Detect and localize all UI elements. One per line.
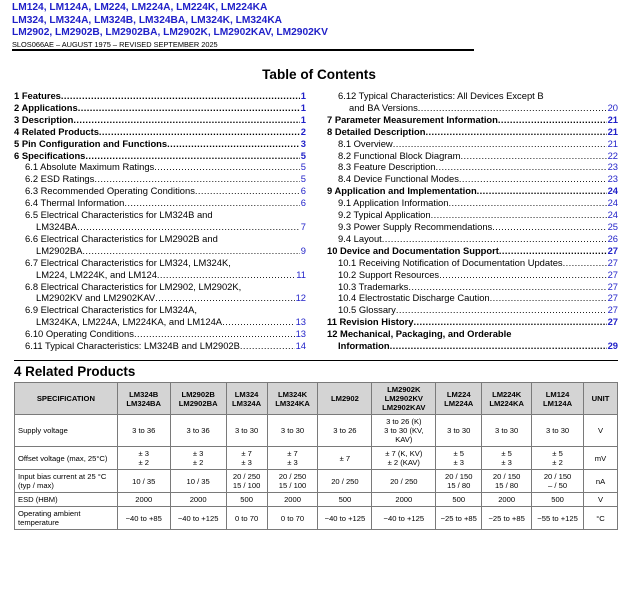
toc-entry[interactable]: [327, 173, 618, 185]
toc-leader: [73, 114, 299, 126]
toc-page-link[interactable]: 24: [607, 209, 618, 221]
toc-page-link[interactable]: 6: [300, 185, 306, 197]
table-cell: 2000: [117, 493, 170, 507]
table-cell: 0 to 70: [267, 507, 318, 530]
column-header: LM2902B LM2902BA: [170, 383, 226, 415]
toc-entry[interactable]: [14, 90, 306, 102]
toc-entry-text: 3 Description: [14, 113, 74, 125]
toc-page-link[interactable]: 3: [300, 137, 306, 149]
toc-leader: [460, 150, 606, 162]
toc-entry-text: 2 Applications: [14, 101, 78, 113]
toc-entry-text: 8.2 Functional Block Diagram: [338, 149, 461, 161]
toc-entry-text: 5 Pin Configuration and Functions: [14, 137, 168, 149]
toc-entry[interactable]: [327, 126, 618, 138]
table-cell: ± 5 ± 3: [436, 447, 482, 470]
header-rule: [12, 49, 474, 51]
table-row: [15, 507, 618, 530]
part-number-list: [12, 2, 482, 40]
toc-leader: [157, 269, 295, 281]
toc-entry-text: 10.5 Glossary: [338, 304, 396, 316]
toc-leader: [439, 269, 606, 281]
table-cell: 500: [532, 493, 584, 507]
toc-leader: [134, 328, 295, 340]
toc-entry-text: 8.3 Feature Description: [338, 161, 436, 173]
toc-entry-text: and BA Versions: [349, 101, 418, 113]
table-cell: 20 / 250: [318, 470, 372, 493]
toc-entry[interactable]: [327, 138, 618, 150]
toc-entry[interactable]: [327, 209, 618, 221]
toc-left-column: [14, 90, 306, 352]
column-header: SPECIFICATION: [15, 383, 118, 415]
table-cell: ± 7 ± 3: [226, 447, 267, 470]
toc-entry-first-line[interactable]: 6.12 Typical Characteristics: All Devices Except B: [338, 90, 544, 101]
toc-leader: [408, 281, 606, 293]
toc-page-link[interactable]: 11: [296, 268, 306, 280]
section-divider: [14, 360, 618, 361]
column-header: LM224 LM224A: [436, 383, 482, 415]
toc-entry[interactable]: [14, 269, 306, 281]
toc-entry[interactable]: [14, 185, 306, 197]
toc-entry[interactable]: [327, 281, 618, 293]
column-header: LM224K LM224KA: [482, 383, 532, 415]
toc-entry-text: 4 Related Products: [14, 125, 99, 137]
table-cell: 3 to 30: [436, 415, 482, 447]
toc-entry[interactable]: [327, 316, 618, 328]
toc-entry-text: 9.1 Application Information: [338, 197, 449, 209]
table-cell: 3 to 36: [170, 415, 226, 447]
toc-entry-text: 9.4 Layout: [338, 232, 382, 244]
table-cell: −25 to +85: [482, 507, 532, 530]
toc-entry-first-line[interactable]: 6.8 Electrical Characteristics for LM2902, LM2902K,: [25, 280, 242, 292]
toc-entry[interactable]: [14, 138, 306, 150]
table-cell: 3 to 36: [117, 415, 170, 447]
toc-entry-first-line[interactable]: 12 Mechanical, Packaging, and Orderable: [327, 328, 512, 340]
table-cell: −40 to +125: [372, 507, 436, 530]
table-cell: 10 / 35: [170, 470, 226, 493]
toc-entry-text: 6.11 Typical Characteristics: LM324B and LM2902B: [25, 340, 240, 352]
toc-entry-text: 1 Features: [14, 90, 61, 101]
toc-entry[interactable]: [14, 173, 306, 185]
toc-entry-text: 6.10 Operating Conditions: [25, 328, 134, 340]
table-row: [15, 415, 618, 447]
toc-entry[interactable]: [14, 102, 306, 114]
table-cell: 10 / 35: [117, 470, 170, 493]
toc-page-link[interactable]: 27: [607, 292, 618, 304]
toc-entry[interactable]: [327, 340, 618, 352]
toc-page-link[interactable]: 26: [607, 232, 618, 244]
toc-entry[interactable]: [327, 292, 618, 304]
toc-leader: [154, 161, 300, 173]
table-cell: 20 / 250: [372, 470, 436, 493]
toc-page-link[interactable]: 22: [607, 149, 618, 161]
table-cell: 2000: [267, 493, 318, 507]
toc-entry[interactable]: [14, 316, 306, 328]
toc-leader: [85, 150, 299, 162]
table-cell: 3 to 30: [267, 415, 318, 447]
toc-entry-text: 8.4 Device Functional Modes: [338, 173, 459, 185]
table-cell: 3 to 26: [318, 415, 372, 447]
toc-leader: [167, 138, 300, 150]
toc-page-link[interactable]: 20: [607, 101, 618, 113]
toc-entry[interactable]: [14, 221, 306, 233]
table-cell: −40 to +85: [117, 507, 170, 530]
column-header: LM124 LM124A: [532, 383, 584, 415]
toc-leader: [99, 126, 300, 138]
toc-page-link[interactable]: 25: [607, 220, 618, 232]
toc-entry-text: 9.3 Power Supply Recommendations: [338, 220, 493, 232]
toc-page-link[interactable]: 23: [607, 161, 618, 173]
toc-entry-text: LM2902BA: [36, 244, 83, 256]
toc-entry[interactable]: [14, 150, 306, 162]
table-cell: 20 / 150 15 / 80: [482, 470, 532, 493]
row-label: ESD (HBM): [15, 493, 118, 507]
table-cell: ± 5 ± 2: [532, 447, 584, 470]
toc-leader: [499, 245, 607, 257]
table-header-row: [15, 383, 618, 415]
table-cell: V: [584, 493, 618, 507]
toc-page-link[interactable]: 13: [295, 328, 306, 340]
toc-leader: [498, 114, 607, 126]
table-cell: 500: [318, 493, 372, 507]
toc-page-link[interactable]: 13: [295, 316, 306, 328]
column-header: LM324B LM324BA: [117, 383, 170, 415]
toc-entry-first-line[interactable]: 6.9 Electrical Characteristics for LM324A,: [25, 304, 197, 316]
column-header: LM2902K LM2902KV LM2902KAV: [372, 383, 436, 415]
toc-entry-text: LM324KA, LM224A, LM224KA, and LM124A: [36, 316, 223, 328]
table-cell: mV: [584, 447, 618, 470]
part-number-line: LM324, LM324A, LM324B, LM324BA, LM324K, LM324KA: [12, 14, 283, 26]
toc-page-link[interactable]: 24: [607, 185, 618, 197]
toc-entry-text: LM324BA: [36, 220, 78, 232]
toc-entry-text: 6.1 Absolute Maximum Ratings: [25, 161, 155, 173]
toc-page-link[interactable]: 12: [295, 292, 306, 304]
toc-entry[interactable]: [327, 185, 618, 197]
column-header: LM324 LM324A: [226, 383, 267, 415]
table-cell: 20 / 250 15 / 100: [226, 470, 267, 493]
part-number-line: LM2902, LM2902B, LM2902BA, LM2902K, LM2902KAV, LM2902KV: [12, 27, 328, 38]
toc-page-link[interactable]: 24: [607, 197, 618, 209]
toc-page-link[interactable]: 21: [607, 137, 618, 149]
row-label: Supply voltage: [15, 415, 118, 447]
toc-leader: [61, 90, 300, 102]
table-cell: 20 / 150 – / 50: [532, 470, 584, 493]
toc-leader: [240, 340, 295, 352]
toc-entry-text: 10.4 Electrostatic Discharge Caution: [338, 292, 490, 304]
table-cell: ± 5 ± 3: [482, 447, 532, 470]
table-cell: °C: [584, 507, 618, 530]
toc-page-link[interactable]: 27: [607, 316, 618, 328]
toc-leader: [396, 304, 607, 316]
table-cell: ± 3 ± 2: [117, 447, 170, 470]
toc-page-link[interactable]: 1: [300, 90, 306, 101]
table-cell: −40 to +125: [170, 507, 226, 530]
toc-leader: [77, 221, 300, 233]
toc-entry-text: 9.2 Typical Application: [338, 209, 431, 221]
toc-leader: [195, 185, 300, 197]
toc-entry[interactable]: [327, 102, 618, 114]
toc-entry-text: 9 Application and Implementation: [327, 185, 477, 197]
column-header: UNIT: [584, 383, 618, 415]
toc-leader: [477, 185, 607, 197]
toc-entry[interactable]: [14, 197, 306, 209]
table-body: [15, 415, 618, 530]
toc-page-link[interactable]: 5: [300, 173, 306, 185]
related-products-heading: 4 Related Products: [14, 364, 136, 379]
toc-entry[interactable]: [14, 114, 306, 126]
toc-right-column: [327, 90, 618, 352]
toc-page-link[interactable]: 27: [607, 280, 618, 292]
toc-page-link[interactable]: 21: [607, 125, 618, 137]
toc-leader: [418, 102, 607, 114]
document-header: [12, 2, 482, 50]
toc-entry-text: 10.2 Support Resources: [338, 268, 440, 280]
table-cell: −55 to +125: [532, 507, 584, 530]
table-cell: ± 7: [318, 447, 372, 470]
toc-entry-text: 6.2 ESD Ratings: [25, 173, 95, 185]
table-cell: 2000: [482, 493, 532, 507]
toc-leader: [124, 197, 299, 209]
toc-leader: [563, 257, 607, 269]
toc-entry[interactable]: [327, 197, 618, 209]
toc-leader: [82, 245, 299, 257]
column-header: LM2902: [318, 383, 372, 415]
toc-entry-text: 10 Device and Documentation Support: [327, 244, 499, 256]
toc-entry-first-line[interactable]: 6.5 Electrical Characteristics for LM324B and: [25, 209, 213, 221]
toc-entry-text: 8.1 Overview: [338, 137, 393, 149]
table-cell: 3 to 30: [226, 415, 267, 447]
toc-entry[interactable]: [327, 161, 618, 173]
table-cell: 500: [436, 493, 482, 507]
toc-leader: [435, 161, 606, 173]
toc-entry-first-line[interactable]: 6.6 Electrical Characteristics for LM2902B and: [25, 232, 218, 244]
toc-entry[interactable]: [327, 114, 618, 126]
row-label: Operating ambient temperature: [15, 507, 118, 530]
toc-entry-text: 6.4 Thermal Information: [25, 197, 125, 209]
document-id: SLOS066AE – AUGUST 1975 – REVISED SEPTEMBER 2025: [12, 39, 218, 49]
toc-entry[interactable]: [14, 328, 306, 340]
toc-leader: [382, 233, 607, 245]
toc-page-link[interactable]: 14: [295, 340, 306, 352]
table-cell: −40 to +125: [318, 507, 372, 530]
table-row: [15, 493, 618, 507]
toc-leader: [155, 292, 294, 304]
table-cell: ± 7 (K, KV) ± 2 (KAV): [372, 447, 436, 470]
toc-entry[interactable]: [327, 304, 618, 316]
toc-entry-first-line[interactable]: 6.7 Electrical Characteristics for LM324, LM324K,: [25, 256, 231, 268]
toc-page-link[interactable]: 27: [607, 268, 618, 280]
row-label: Offset voltage (max, 25°C): [15, 447, 118, 470]
table-cell: 20 / 150 15 / 80: [436, 470, 482, 493]
table-cell: nA: [584, 470, 618, 493]
toc-entry[interactable]: [14, 245, 306, 257]
toc-page-link[interactable]: 6: [300, 197, 306, 209]
toc-entry-text: LM2902KV and LM2902KAV: [36, 292, 156, 304]
toc-page-link[interactable]: 27: [607, 304, 618, 316]
toc-leader: [393, 138, 607, 150]
toc-entry[interactable]: [327, 257, 618, 269]
toc-entry-text: 7 Parameter Measurement Information: [327, 113, 498, 125]
toc-page-link[interactable]: 27: [607, 256, 618, 268]
toc-entry-text: 6.3 Recommended Operating Conditions: [25, 185, 195, 197]
table-cell: 3 to 30: [532, 415, 584, 447]
toc-leader: [390, 340, 607, 352]
toc-entry-text: Information: [338, 340, 390, 352]
toc-entry-text: LM224, LM224K, and LM124: [36, 268, 157, 280]
toc-page-link[interactable]: 2: [300, 125, 306, 137]
toc-entry[interactable]: [327, 233, 618, 245]
toc-page-link[interactable]: 27: [607, 244, 618, 256]
toc-entry[interactable]: [327, 269, 618, 281]
toc-page-link[interactable]: 5: [300, 161, 306, 173]
column-header: LM324K LM324KA: [267, 383, 318, 415]
table-cell: 500: [226, 493, 267, 507]
toc-entry[interactable]: [14, 292, 306, 304]
toc-page-link[interactable]: 9: [300, 244, 306, 256]
toc-entry[interactable]: [14, 340, 306, 352]
part-number-line: LM124, LM124A, LM224, LM224A, LM224K, LM224KA: [12, 2, 268, 13]
row-label: Input bias current at 25 °C (typ / max): [15, 470, 118, 493]
toc-entry[interactable]: [14, 161, 306, 173]
related-products-table: [14, 382, 618, 530]
toc-leader: [425, 126, 606, 138]
toc-page-link[interactable]: 29: [607, 340, 618, 352]
toc-page-link[interactable]: 5: [300, 149, 306, 161]
toc-leader: [449, 197, 607, 209]
toc-leader: [222, 316, 295, 328]
toc-leader: [490, 292, 607, 304]
toc-page-link[interactable]: 21: [607, 113, 618, 125]
table-cell: 3 to 30: [482, 415, 532, 447]
table-row: [15, 447, 618, 470]
toc-entry[interactable]: [327, 150, 618, 162]
toc-title: Table of Contents: [262, 67, 376, 82]
toc-entry[interactable]: [327, 221, 618, 233]
toc-page-link[interactable]: 7: [300, 220, 306, 232]
table-row: [15, 470, 618, 493]
toc-leader: [414, 316, 607, 328]
table-cell: 0 to 70: [226, 507, 267, 530]
toc-leader: [78, 102, 300, 114]
toc-entry-text: 8 Detailed Description: [327, 125, 426, 137]
toc-leader: [431, 209, 607, 221]
toc-entry-text: 6 Specifications: [14, 149, 86, 161]
table-cell: 2000: [170, 493, 226, 507]
table-cell: 20 / 250 15 / 100: [267, 470, 318, 493]
table-cell: −25 to +85: [436, 507, 482, 530]
toc-entry-text: 11 Revision History: [327, 316, 414, 328]
table-cell: 3 to 26 (K) 3 to 30 (KV, KAV): [372, 415, 436, 447]
table-cell: ± 7 ± 3: [267, 447, 318, 470]
table-cell: 2000: [372, 493, 436, 507]
toc-page-link[interactable]: 1: [300, 113, 306, 125]
toc-entry-text: 10.1 Receiving Notification of Documentation Updates: [338, 256, 563, 268]
toc-page-link[interactable]: 1: [300, 101, 306, 113]
toc-entry[interactable]: [327, 245, 618, 257]
toc-entry-text: 10.3 Trademarks: [338, 280, 409, 292]
toc-page-link[interactable]: 23: [607, 173, 618, 185]
toc-leader: [459, 173, 607, 185]
toc-leader: [492, 221, 606, 233]
toc-leader: [94, 173, 299, 185]
table-cell: V: [584, 415, 618, 447]
toc-entry[interactable]: [14, 126, 306, 138]
table-cell: ± 3 ± 2: [170, 447, 226, 470]
